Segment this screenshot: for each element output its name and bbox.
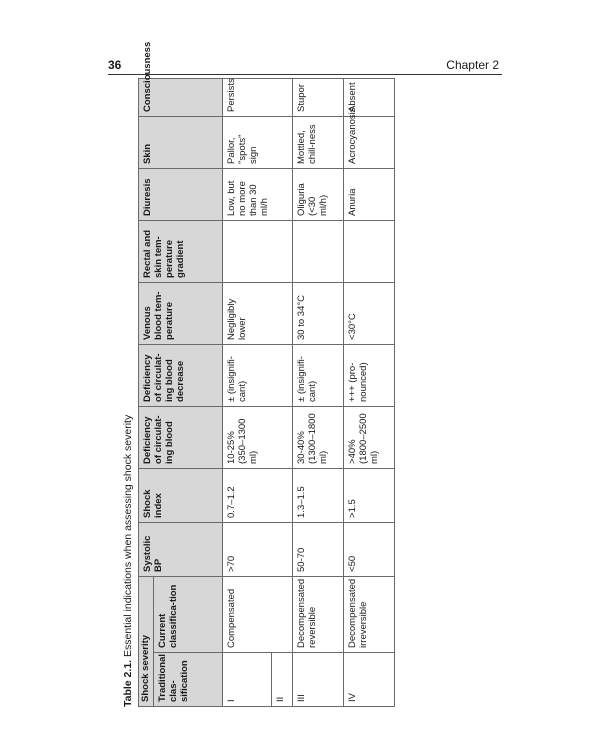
rotated-table-block — [118, 41, 380, 707]
cell-diuresis: Low, but no more than 30 ml/h — [223, 168, 293, 220]
cell-skin: Pallor, "spots" sign — [223, 116, 293, 168]
header-venous-temp: Venous blood tem-perature — [139, 282, 223, 344]
cell-systolic: <50 — [344, 522, 395, 576]
header-rule — [108, 74, 502, 75]
group-header-shock-severity: Shock severity — [139, 576, 154, 706]
header-traditional-classification: Traditional clas-sification — [154, 653, 223, 707]
cell-traditional: II — [272, 653, 293, 707]
header-consciousness: Consciousness — [139, 78, 223, 116]
header-deficiency-decrease: Deficiency of circulat-ing blood decrease — [139, 344, 223, 406]
cell-current: Compensated — [223, 576, 293, 652]
cell-venous-temp: <30°C — [344, 282, 395, 344]
cell-traditional: IV — [344, 653, 395, 707]
header-diuresis: Diuresis — [139, 168, 223, 220]
cell-shock-index: >1.5 — [344, 468, 395, 522]
header-systolic-bp: Systolic BP — [139, 522, 223, 576]
table-caption — [118, 79, 138, 707]
cell-shock-index: 1.3–1.5 — [293, 468, 344, 522]
cell-traditional: III — [293, 653, 344, 707]
chapter-label: Chapter 2 — [446, 58, 499, 72]
group-header-row — [139, 78, 154, 706]
table-row — [293, 78, 344, 706]
cell-systolic: >70 — [223, 522, 293, 576]
cell-current: Decompensated reversible — [293, 576, 344, 652]
header-shock-index: Shock index — [139, 468, 223, 522]
header-temp-gradient: Rectal and skin tem-perature gradient — [139, 220, 223, 282]
cell-venous-temp: Negligibly lower — [223, 282, 293, 344]
table-row — [344, 78, 395, 706]
table-caption-text: Essential indications when assessing shock severity — [122, 414, 134, 660]
cell-diuresis: Anuria — [344, 168, 395, 220]
cell-gradient — [293, 220, 344, 282]
header-skin: Skin — [139, 116, 223, 168]
cell-diuresis: Oliguria (<30 ml/h) — [293, 168, 344, 220]
table-caption-label: Table 2.1. — [122, 659, 134, 707]
cell-consciousness: Stupor — [293, 78, 344, 116]
cell-deficiency-decrease: ± (insignifi-cant) — [293, 344, 344, 406]
cell-gradient — [223, 220, 293, 282]
cell-skin: Mottled, chill-ness — [293, 116, 344, 168]
cell-deficiency: 30-40% (1300–1800 ml) — [293, 406, 344, 468]
cell-skin: Acrocyanosis — [344, 116, 395, 168]
cell-deficiency: >40% (1800–2500 ml) — [344, 406, 395, 468]
page-number: 36 — [108, 58, 122, 72]
cell-deficiency-decrease: +++ (pro-nounced) — [344, 344, 395, 406]
table-row — [223, 78, 272, 706]
cell-deficiency-decrease: ± (insignifi-cant) — [223, 344, 293, 406]
cell-current: Decompensated irreversible — [344, 576, 395, 652]
cell-consciousness: Persists — [223, 78, 293, 116]
cell-systolic: 50-70 — [293, 522, 344, 576]
cell-deficiency: 10-25% (350–1300 ml) — [223, 406, 293, 468]
cell-shock-index: 0.7–1.2 — [223, 468, 293, 522]
shock-severity-table — [138, 41, 395, 707]
cell-consciousness: Absent — [344, 78, 395, 116]
cell-traditional: I — [223, 653, 272, 707]
header-deficiency: Deficiency of circulat-ing blood — [139, 406, 223, 468]
cell-gradient — [344, 220, 395, 282]
cell-venous-temp: 30 to 34°C — [293, 282, 344, 344]
header-current-classification: Current classifica-tion — [154, 576, 223, 652]
